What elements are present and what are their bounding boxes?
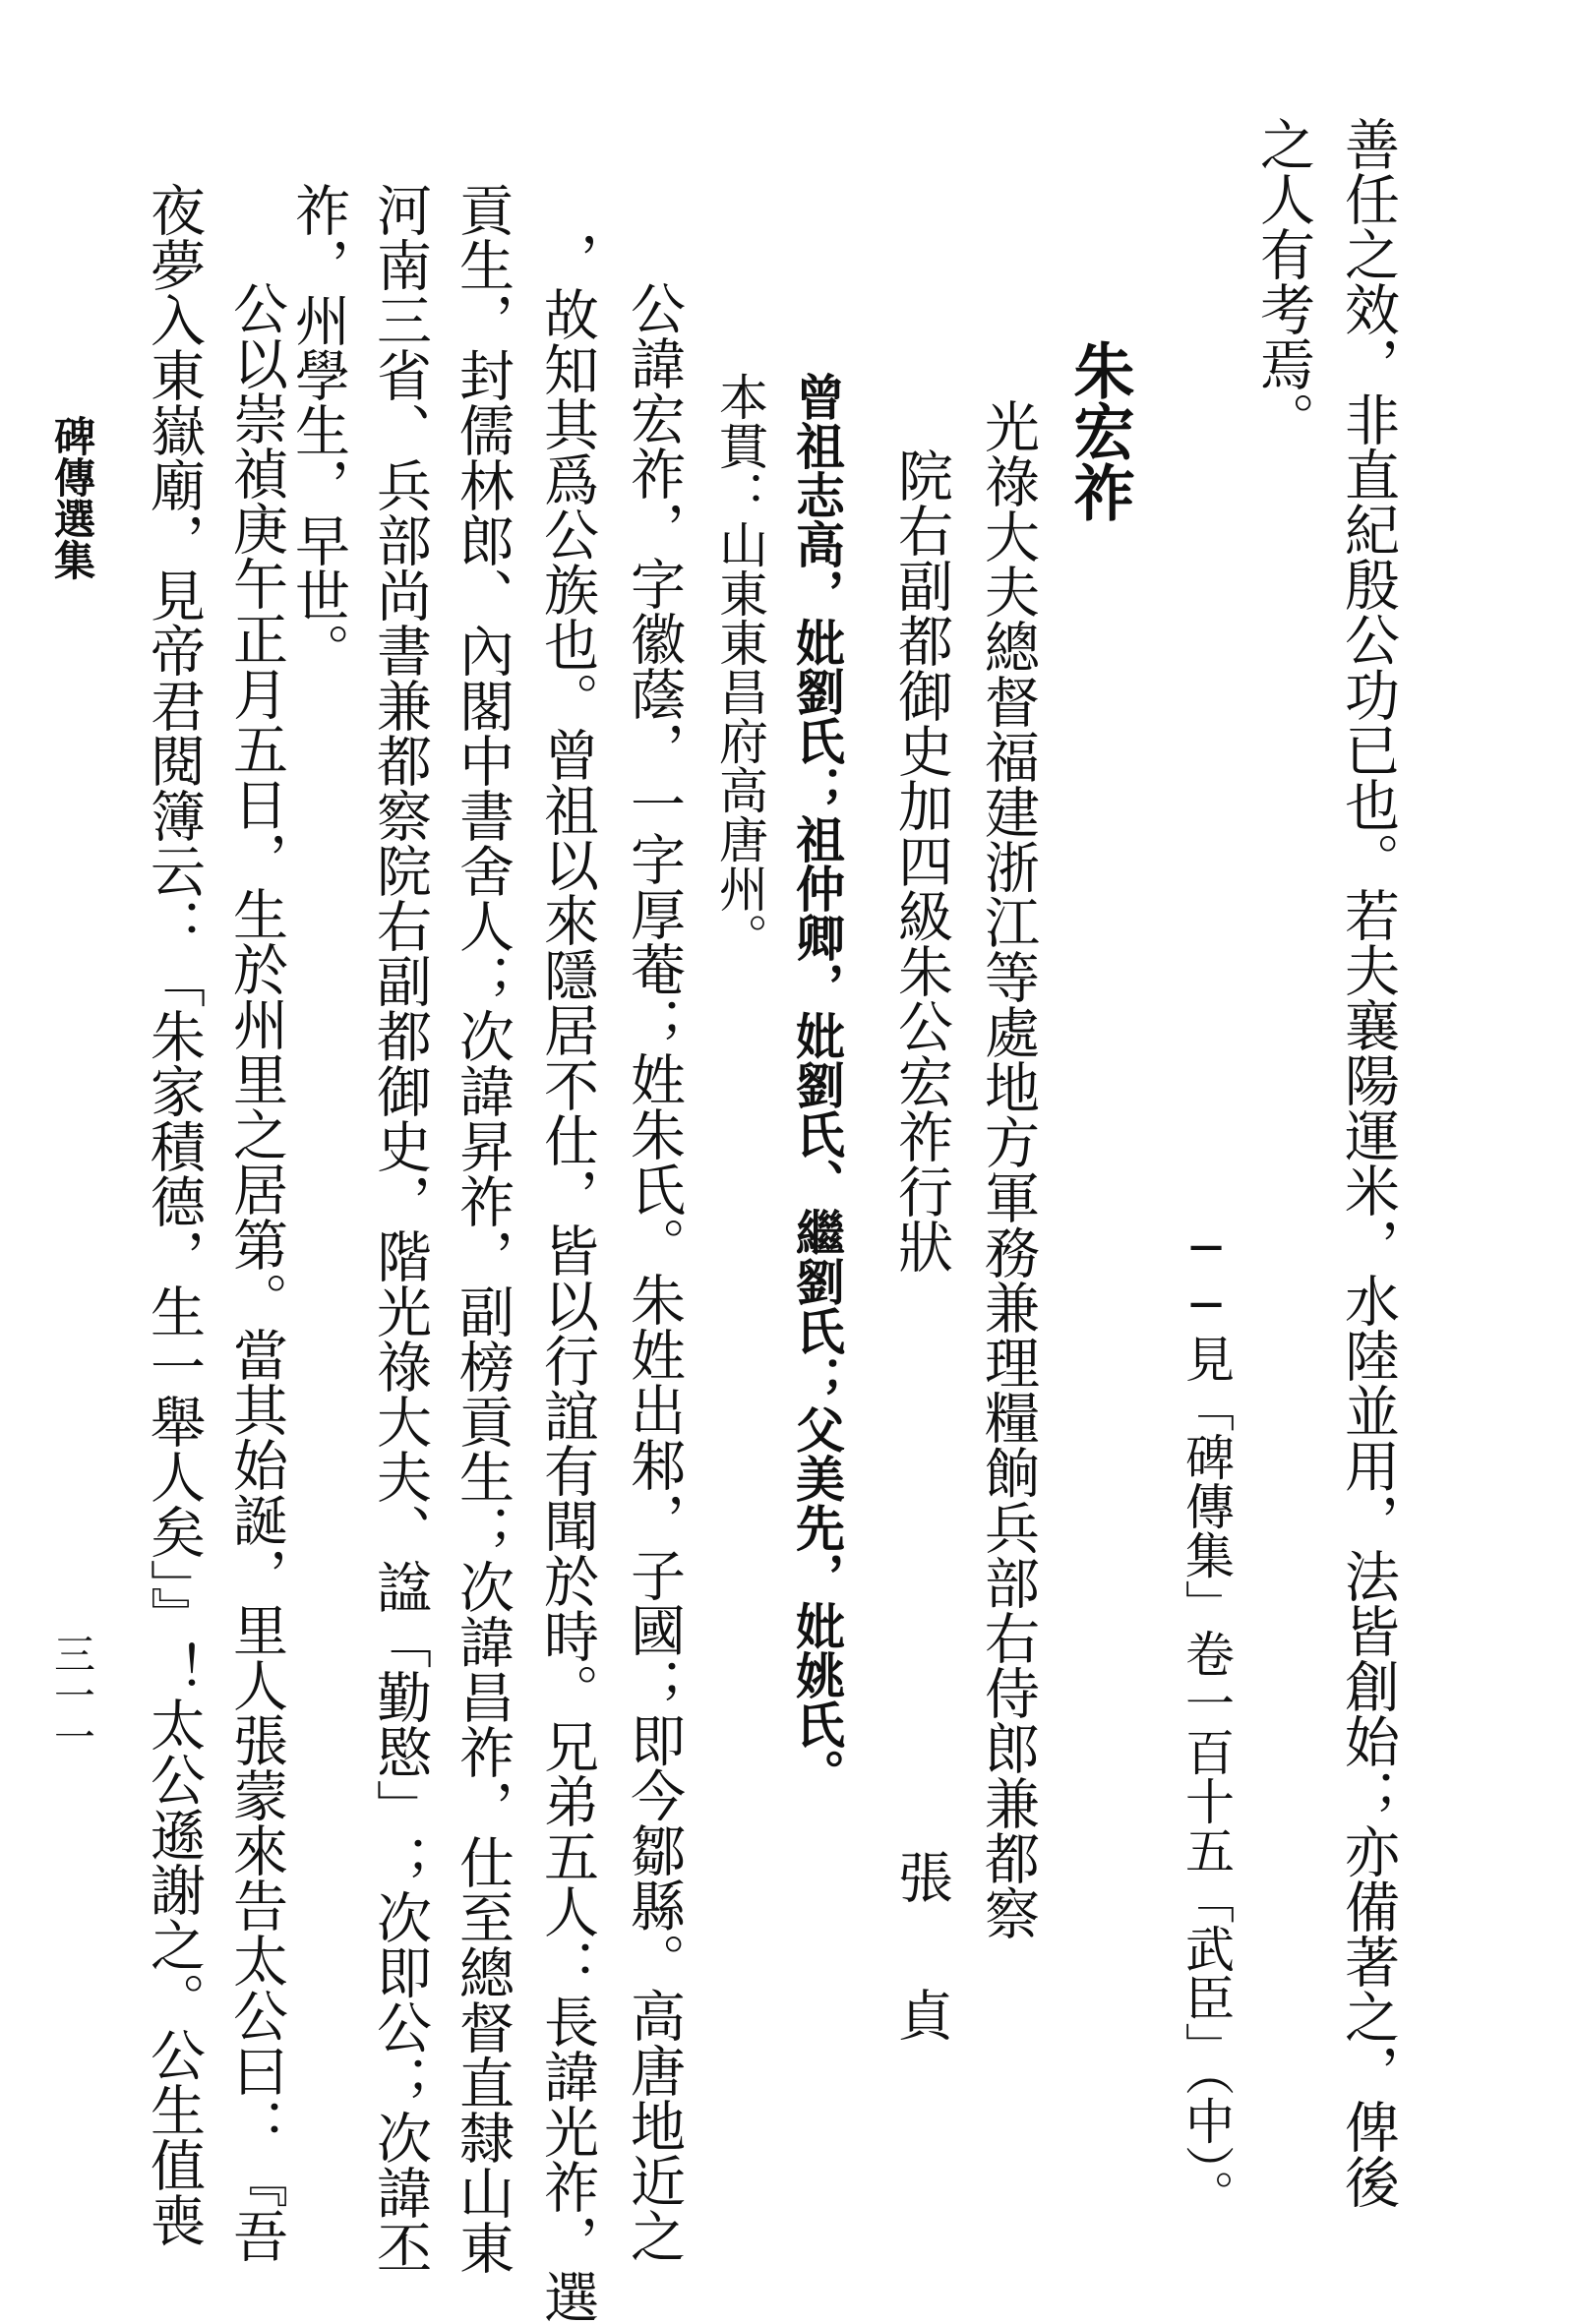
ancestry-line-1: 曾祖志高，妣劉氏；祖仲卿，妣劉氏、繼劉氏；父美先，妣姚氏。: [788, 372, 846, 1798]
paragraph-1-line-3: 貢生，封儒林郎、內閣中書舍人；次諱昇祚，副榜貢生；次諱昌祚，仕至總督直隸山東: [451, 182, 515, 2275]
paragraph-1-line-2: ，故知其爲公族也。曾祖以來隱居不仕，皆以行誼有聞於時。兄弟五人：長諱光祚，選: [535, 231, 599, 2324]
headline-line-1: 光祿大夫總督福建浙江等處地方軍務兼理糧餉兵部右侍郎兼都察: [976, 398, 1040, 1940]
author-surname: 張: [889, 1849, 953, 1904]
prev-text-line-2: 之人有考焉。: [1251, 116, 1315, 447]
section-title: 朱宏祚: [1063, 339, 1135, 522]
paragraph-1-line-5: 祚，州學生，早世。: [286, 182, 350, 678]
source-note: ──見「碑傳集」卷一百十五「武臣」（中）。: [1178, 1220, 1235, 2219]
paragraph-2-line-2: 夜夢入東嶽廟，見帝君閱簿云：「朱家積德，生一舉人矣」』！太公遜謝之。公生值喪: [142, 182, 206, 2247]
page-number: 三一一: [48, 1633, 96, 1757]
paragraph-1-line-4: 河南三省、兵部尚書兼都察院右副都御史，階光祿大夫、諡「勤愍」；次即公；次諱丕: [368, 182, 432, 2275]
prev-text-line-1: 善任之效，非直紀殷公功已也。若夫襄陽運米，水陸並用，法皆創始；亦備著之，俾後: [1336, 116, 1400, 2209]
author-given-name: 貞: [889, 1987, 953, 2042]
ancestry-line-2: 本貫：山東東昌府高唐州。: [711, 372, 768, 962]
paragraph-2-line-1: 公以崇禎庚午正月五日，生於州里之居第。當其始誕，里人張蒙來告太公曰：『吾: [224, 280, 288, 2263]
headline-line-2: 院右副都御史加四級朱公宏祚行狀: [889, 447, 953, 1274]
paragraph-1-line-1: 公諱宏祚，字徽蔭，一字厚菴；姓朱氏。朱姓出邾，子國；即今鄒縣。高唐地近之: [622, 280, 686, 2263]
running-book-title: 碑傳選集: [48, 415, 96, 580]
